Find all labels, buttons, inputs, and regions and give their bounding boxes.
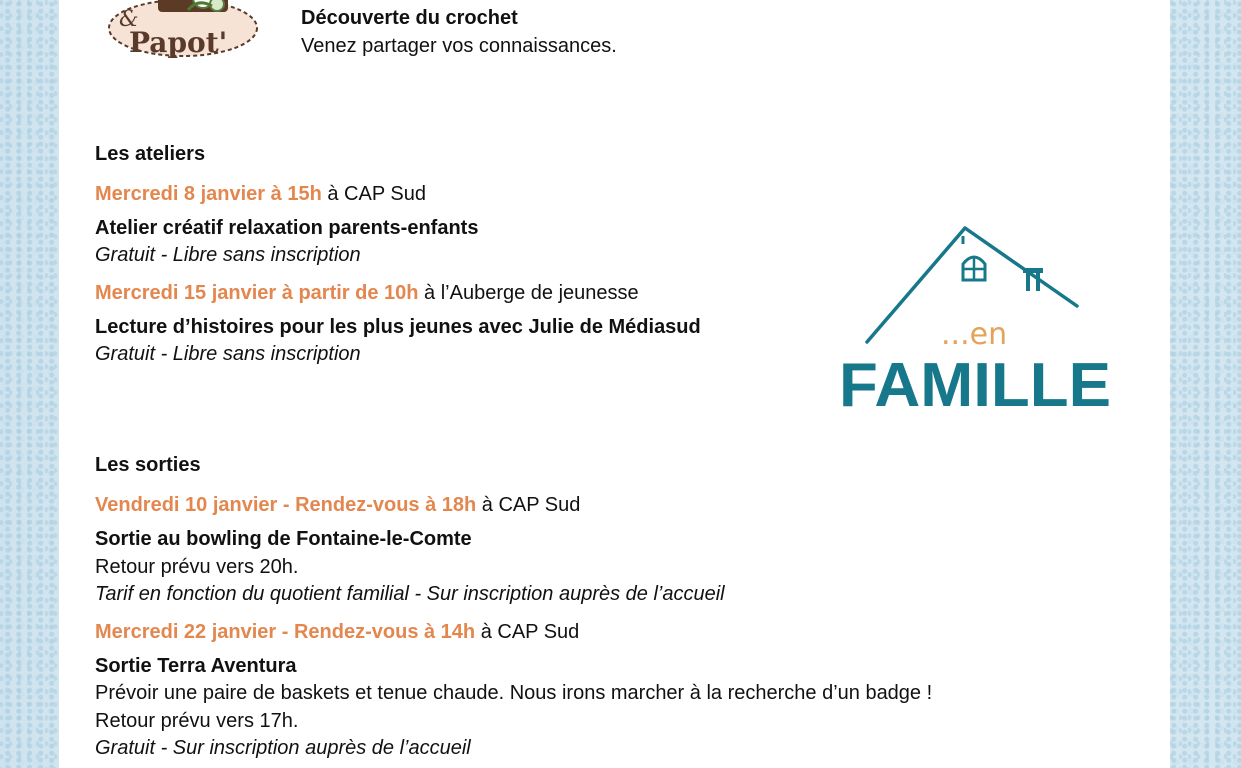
logo-big-text: FAMILLE: [839, 351, 1111, 417]
logo-ampersand: &: [119, 7, 139, 32]
event-info: Gratuit - Sur inscription auprès de l’accueil: [95, 737, 471, 759]
chimney-icon: [1023, 268, 1043, 291]
event-info: Tarif en fonction du quotient familial - Sur inscription auprès de l’accueil: [95, 583, 725, 605]
intro-text: Venez partager vos connaissances.: [301, 35, 617, 57]
event-info: Gratuit - Libre sans inscription: [95, 244, 361, 266]
event-title: Atelier créatif relaxation parents-enfants: [95, 217, 479, 239]
event-date-line: [95, 181, 426, 208]
page-sheet: [59, 0, 1170, 768]
event-title: Sortie Terra Aventura: [95, 655, 297, 677]
papot-logo: [103, 0, 263, 62]
event-place: à l’Auberge de jeunesse: [418, 282, 639, 304]
logo-text: Papot': [129, 26, 228, 59]
event-detail: Retour prévu vers 20h.: [95, 556, 299, 578]
event-date-line: [95, 492, 580, 519]
section-heading-sorties: Les sorties: [95, 454, 201, 476]
event-date: Mercredi 22 janvier - Rendez-vous à 14h: [95, 621, 476, 643]
event-title: Sortie au bowling de Fontaine-le-Comte: [95, 528, 472, 550]
en-famille-logo: [837, 222, 1117, 417]
event-date: Vendredi 10 janvier - Rendez-vous à 18h: [95, 494, 477, 516]
event-place: à CAP Sud: [475, 621, 580, 643]
event-detail: Prévoir une paire de baskets et tenue chaude. Nous irons marcher à la recherche d’un badge !: [95, 682, 933, 704]
event-title: Lecture d’histoires pour les plus jeunes avec Julie de Médiasud: [95, 316, 701, 338]
house-window-icon: [963, 256, 985, 280]
event-place: à CAP Sud: [321, 183, 426, 205]
event-date: Mercredi 8 janvier à 15h: [95, 183, 322, 205]
logo-small-text: ...en: [941, 317, 1008, 352]
section-heading-ateliers: Les ateliers: [95, 143, 206, 165]
event-date-line: [95, 619, 579, 646]
event-date: Mercredi 15 janvier à partir de 10h: [95, 282, 419, 304]
intro-block: [301, 4, 617, 60]
event-info: Gratuit - Libre sans inscription: [95, 343, 361, 365]
event-date-line: [95, 280, 639, 307]
event-place: à CAP Sud: [476, 494, 581, 516]
event-detail: Retour prévu vers 17h.: [95, 710, 299, 732]
intro-title: Découverte du crochet: [301, 7, 518, 29]
